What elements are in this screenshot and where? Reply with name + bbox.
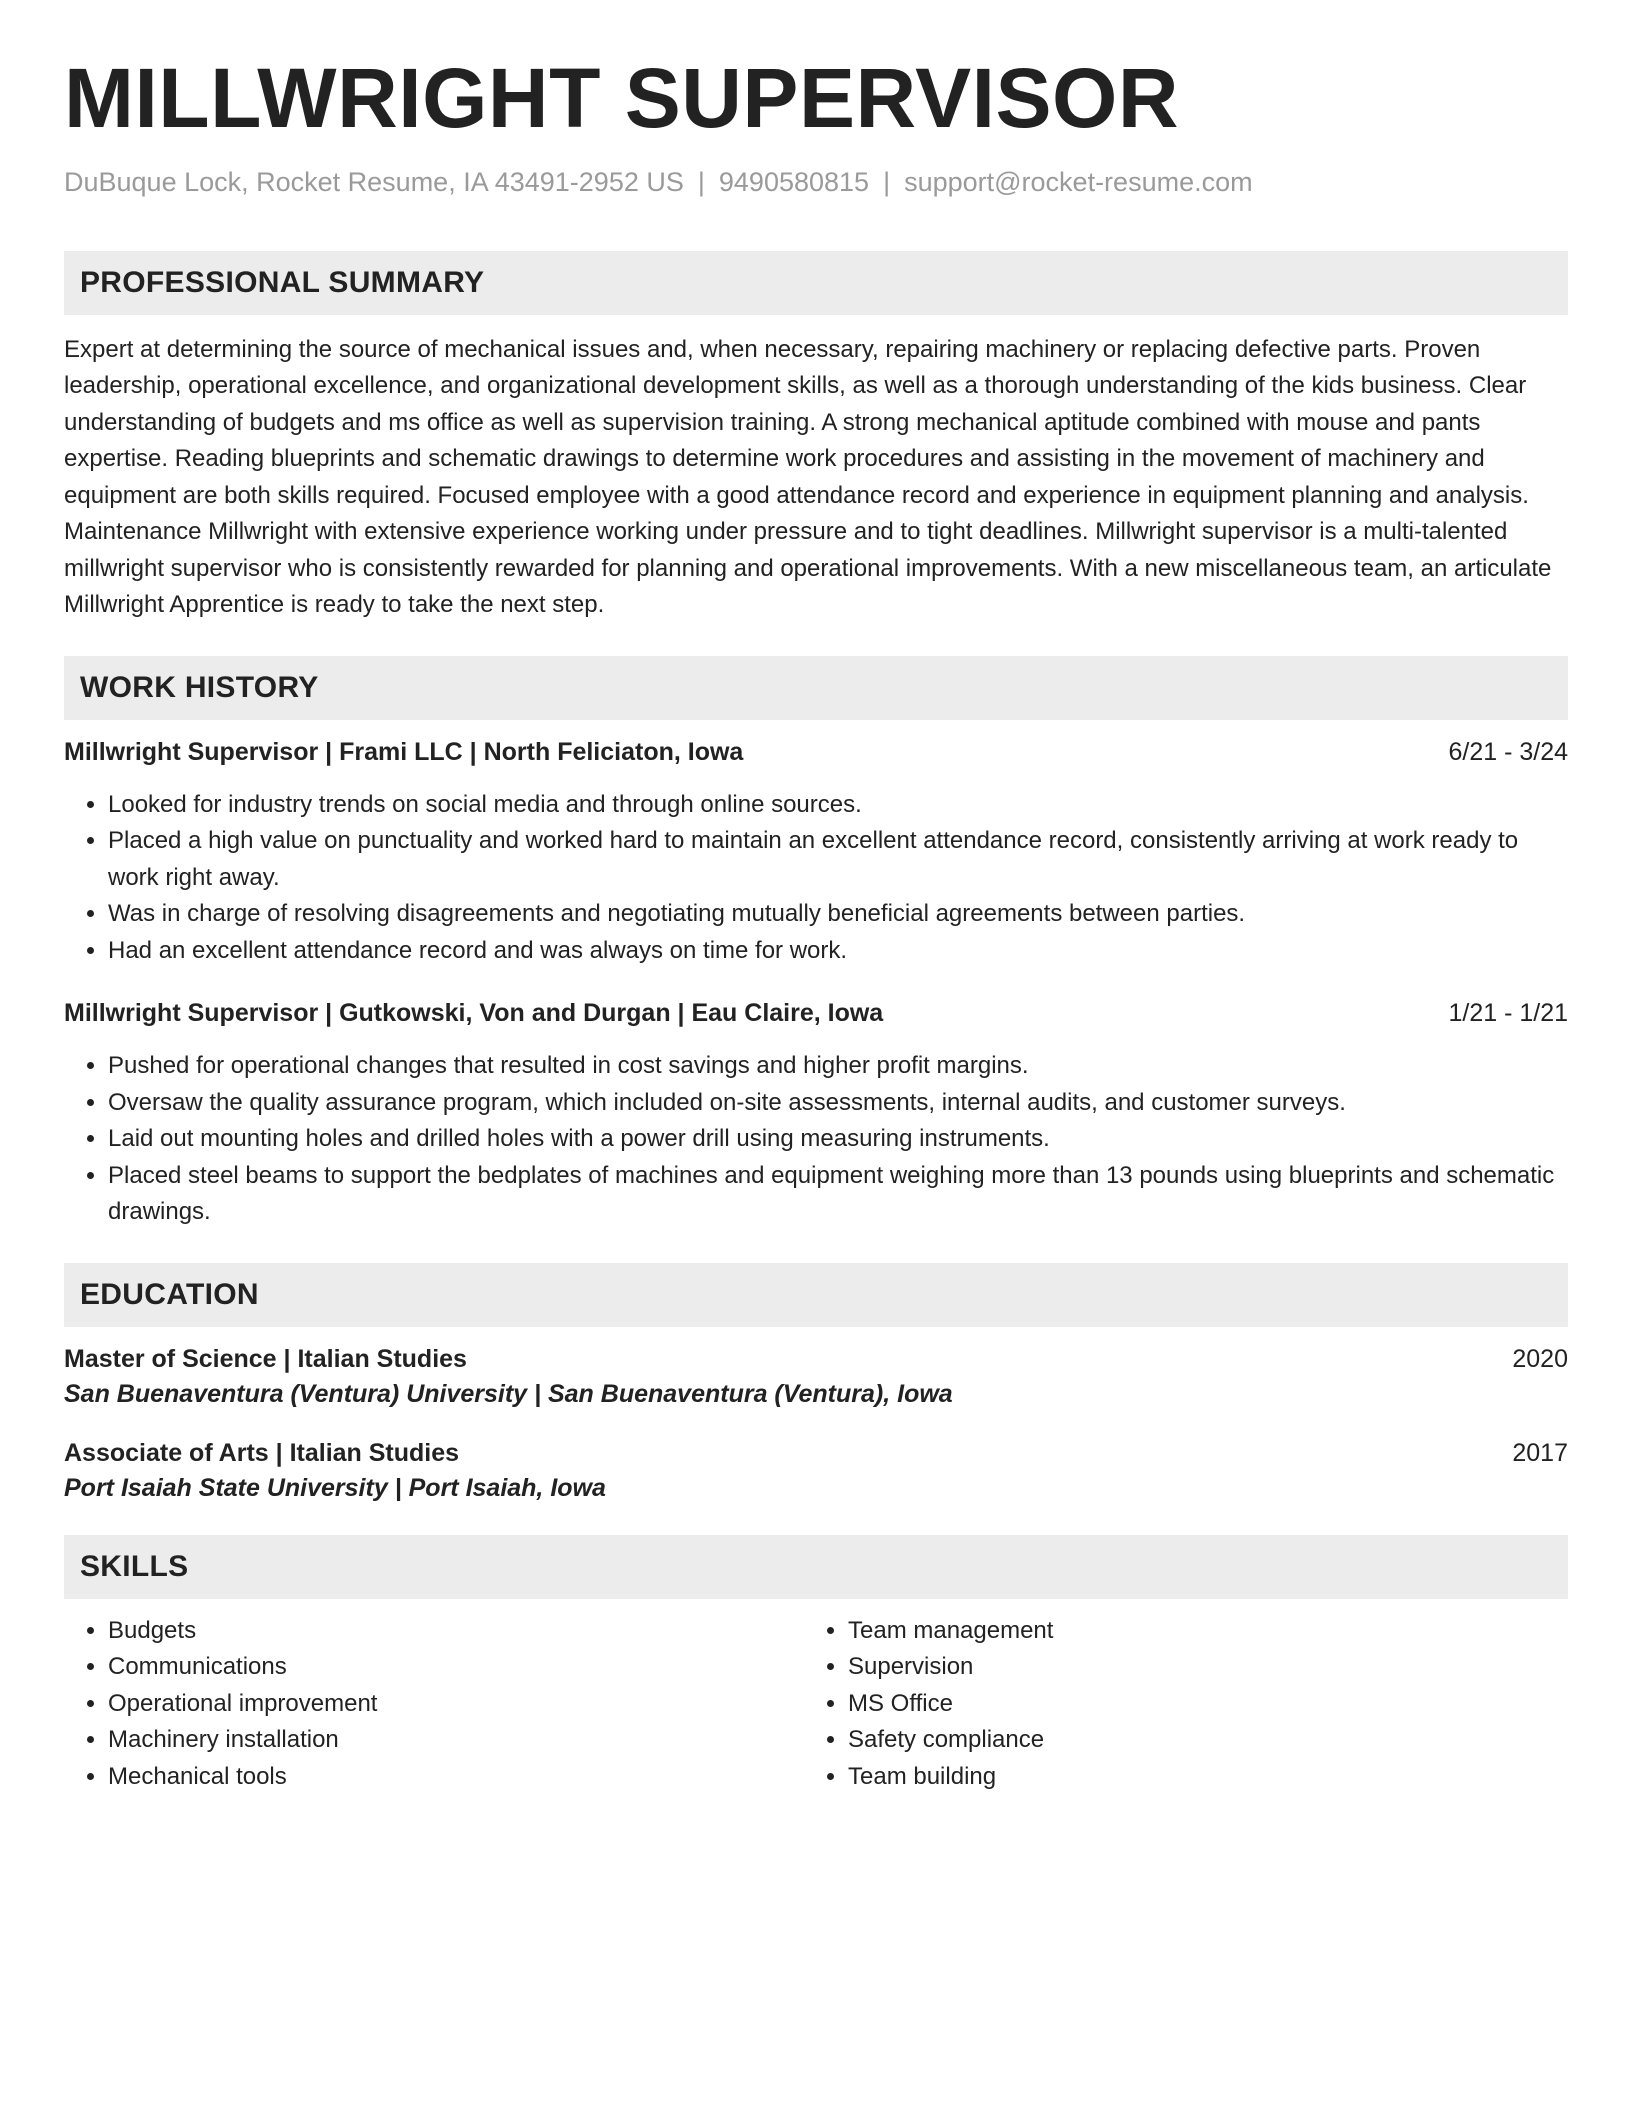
skill-item: • Supervision	[848, 1649, 1544, 1686]
job-bullet: • Looked for industry trends on social media and through online sources.	[108, 787, 1568, 824]
education-entry	[64, 1345, 1568, 1409]
job-bullet: • Laid out mounting holes and drilled holes with a power drill using measuring instruments.	[108, 1121, 1568, 1158]
school-name: San Buenaventura (Ventura) University | San Buenaventura (Ventura), Iowa	[64, 1379, 953, 1408]
work-heading: WORK HISTORY	[80, 670, 319, 704]
graduation-year: 2020	[1512, 1344, 1568, 1373]
job-bullet: • Had an excellent attendance record and was always on time for work.	[108, 933, 1568, 970]
contact-phone: 9490580815	[718, 167, 870, 198]
summary-text: Expert at determining the source of mechanical issues and, when necessary, repairing machinery or replacing defective parts. Proven leadership, operational excellence, and organizational development skills, as well as a thorough understanding of the kids business. Clear understanding of budgets and ms office as well as supervision training. A strong mechanical aptitude combined with mouse and pants expertise. Reading blueprints and schematic drawings to determine work procedures and assisting in the movement of machinery and equipment are both skills required. Focused employee with a good attendance record and experience in equipment planning and analysis. Maintenance Millwright with extensive experience working under pressure and to tight deadlines. Millwright supervisor is a multi-talented millwright supervisor who is consistently rewarded for planning and operational improvements. With a new miscellaneous team, an articulate Millwright Apprentice is ready to take the next step.	[64, 335, 1552, 619]
job-dates: 1/21 - 1/21	[1448, 999, 1568, 1028]
job-bullets	[64, 787, 1568, 970]
contact-separator: |	[883, 167, 891, 198]
job-entry	[64, 999, 1568, 1231]
job-bullet: • Placed steel beams to support the bedplates of machines and equipment weighing more than 13 pounds using blueprints and schematic drawings.	[108, 1158, 1568, 1231]
skills-heading: SKILLS	[80, 1549, 189, 1583]
summary-section-header	[64, 251, 1568, 315]
skill-item: • Team building	[848, 1759, 1544, 1796]
job-bullet: • Pushed for operational changes that resulted in cost savings and higher profit margins.	[108, 1048, 1568, 1085]
summary-heading: PROFESSIONAL SUMMARY	[80, 265, 485, 299]
graduation-year: 2017	[1512, 1438, 1568, 1467]
skills-section-header	[64, 1535, 1568, 1599]
skill-item: • Safety compliance	[848, 1722, 1544, 1759]
job-title: Millwright Supervisor | Frami LLC | North Feliciaton, Iowa	[64, 737, 744, 766]
skills-list-left	[64, 1613, 804, 1796]
contact-email: support@rocket-resume.com	[904, 167, 1253, 198]
education-section-header	[64, 1263, 1568, 1327]
contact-separator: |	[697, 167, 705, 198]
job-bullets	[64, 1048, 1568, 1231]
degree: Master of Science | Italian Studies	[64, 1344, 467, 1373]
skill-item: • Team management	[848, 1613, 1544, 1650]
work-section-header	[64, 656, 1568, 720]
resume-name: MILLWRIGHT SUPERVISOR	[64, 51, 1180, 145]
skills-columns	[64, 1613, 1568, 1796]
degree: Associate of Arts | Italian Studies	[64, 1438, 460, 1467]
contact-line	[64, 166, 1568, 198]
skill-item: • Mechanical tools	[108, 1759, 804, 1796]
job-bullet: • Oversaw the quality assurance program, which included on-site assessments, internal audits, and customer surveys.	[108, 1085, 1568, 1122]
job-title: Millwright Supervisor | Gutkowski, Von and Durgan | Eau Claire, Iowa	[64, 999, 884, 1028]
job-bullet: • Was in charge of resolving disagreements and negotiating mutually beneficial agreements between parties.	[108, 896, 1568, 933]
skill-item: • Budgets	[108, 1613, 804, 1650]
education-heading: EDUCATION	[80, 1277, 259, 1311]
skill-item: • Operational improvement	[108, 1686, 804, 1723]
skill-item: • Machinery installation	[108, 1722, 804, 1759]
skills-list-right	[804, 1613, 1544, 1796]
job-entry	[64, 738, 1568, 970]
education-entry	[64, 1439, 1568, 1503]
contact-address: DuBuque Lock, Rocket Resume, IA 43491-2952 US	[64, 167, 684, 198]
job-dates: 6/21 - 3/24	[1448, 737, 1568, 766]
skill-item: • MS Office	[848, 1686, 1544, 1723]
skill-item: • Communications	[108, 1649, 804, 1686]
resume-page	[64, 0, 1568, 1795]
job-bullet: • Placed a high value on punctuality and worked hard to maintain an excellent attendance record, consistently arriving at work ready to work right away.	[108, 823, 1568, 896]
school-name: Port Isaiah State University | Port Isaiah, Iowa	[64, 1473, 606, 1502]
